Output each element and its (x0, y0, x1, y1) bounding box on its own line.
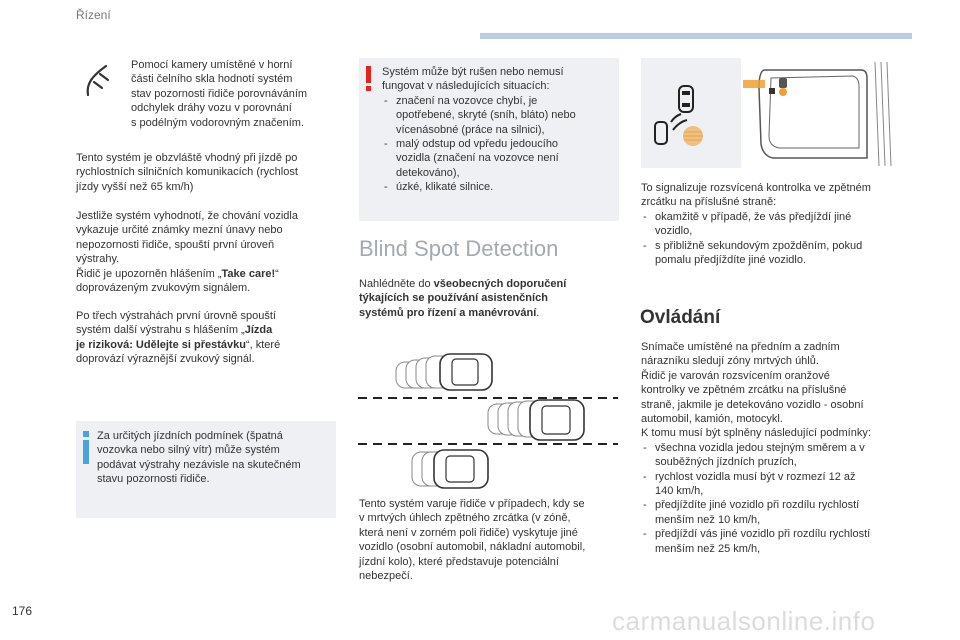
side-mirror-illustration (743, 58, 893, 168)
header-bar (480, 33, 912, 39)
condition-item: - všechna vozidla jedou stejným směrem a v souběžných jízdních pruzích, (641, 441, 913, 470)
warning-item: - úzké, klikaté silnice. (382, 180, 614, 194)
signal-item: - s přibližně sekundovým zpožděním, pokud pomalu předjíždíte jiné vozidlo. (641, 239, 911, 268)
warning-icon-dot (366, 86, 371, 91)
condition-item: - předjíždíte jiné vozidlo při rozdílu rychlostí menším než 10 km/h, (641, 498, 913, 527)
info-text: Za určitých jízdních podmínek (špatná vozovka nebo silný vítr) může systém podávat výstrahy nezávisle na skutečném stavu pozornosti řidiče. (97, 430, 301, 486)
condition-item: - rychlost vozidla musí být v rozmezí 12 až 140 km/h, (641, 470, 913, 499)
paragraph-first-alert: Jestliže systém vyhodnotí, že chování vozidla vykazuje určité známky mezní únavy nebo nepozornosti řidiče, spouští první úroveň výstrahy. Řidič je upozorněn hlášením „Take care!“ doprovázeným zvukovým signálem. (76, 210, 298, 295)
blind-spot-illustration (356, 348, 620, 494)
intro-text: Pomocí kamery umístěné v horní části čelního skla hodnotí systém stav pozornosti řidiče porovnáváním odchylek dráhy vozu v porovnání s podélným vodorovným značením. (131, 59, 308, 129)
signal-item: - okamžitě v případě, že vás předjíždí jiné vozidlo, (641, 210, 911, 239)
signal-text: To signalizuje rozsvícená kontrolka ve zpětném zrcátku na příslušné straně: - okamžitě v případě, že vás předjíždí jiné vozidlo, - s přibližně sekundovým zpožděním, pokud pomalu předjíždíte jiné vozidlo. (641, 181, 911, 267)
bsd-description: Tento systém varuje řidiče v případech, kdy se v mrtvých úhlech zpětného zrcátka (v zóně, která není v zorném poli řidiče) vyskytuje jiné vozidlo (osobní automobil, nákladní automobil, jízdní kolo), které představuje potenciální nebezpečí. (359, 498, 586, 583)
blind-spot-heading: Blind Spot Detection (359, 236, 559, 261)
paragraph-suitability: Tento systém je obzvláště vhodný při jízdě po rychlostních silničních komunikacích (rychlost jízdy vyšší než 65 km/h) (76, 152, 298, 193)
paragraph-second-alert: Po třech výstrahách první úrovně spouští systém další výstrahu s hlášením „Jízda je riziková: Udělejte si přestávku“, které doprovází výraznější zvukový signál. (76, 310, 281, 366)
condition-item: - předjíždí vás jiné vozidlo při rozdílu rychlostí menším než 25 km/h, (641, 527, 913, 556)
watermark: carmanualsonline.info (612, 606, 876, 636)
warning-item: - značení na vozovce chybí, je opotřebené, skryté (sníh, bláto) nebo vícenásobné (práce na silnici), (382, 94, 614, 137)
warning-icon (366, 66, 371, 83)
info-icon-dot (83, 431, 89, 437)
warning-text: Systém může být rušen nebo nemusí fungovat v následujících situacích: - značení na vozovce chybí, je opotřebené, skryté (sníh, bláto) nebo vícenásobné (práce na silnici), - malý odstup od vpředu jedoucího vozidla (značení na vozovce není detekováno), - úzké, klikaté silnice. (382, 65, 614, 195)
lane-departure-icon (82, 62, 114, 98)
controls-text: Snímače umístěné na předním a zadním nárazníku sledují zóny mrtvých úhlů. Řidič je varován rozsvícením oranžové kontrolky ve zpětném zrcátku na příslušné straně, jakmile je detekováno vozidlo - osobní automobil, kamión, motocykl. K tomu musí být splněny následující podmínky: - všechna vozidla jedou stejným směrem a v souběžných jízdních pruzích, - rychlost vozidla musí být v rozmezí 12 až 140 km/h, - předjíždíte jiné vozidlo při rozdílu rychlostí menším než 10 km/h, - předjíždí vás jiné vozidlo při rozdílu rychlostí menším než 25 km/h, (641, 340, 913, 556)
blind-spot-warning-icon (641, 58, 741, 168)
info-icon (83, 440, 89, 464)
reference-text: Nahlédněte do všeobecných doporučení týkajících se používání asistenčních systémů pro řízení a manévrování. (359, 278, 567, 319)
page-number: 176 (12, 604, 33, 618)
section-title: Řízení (76, 8, 111, 22)
controls-heading: Ovládání (640, 307, 721, 328)
warning-item: - malý odstup od vpředu jedoucího vozidla (značení na vozovce není detekováno), (382, 137, 614, 180)
